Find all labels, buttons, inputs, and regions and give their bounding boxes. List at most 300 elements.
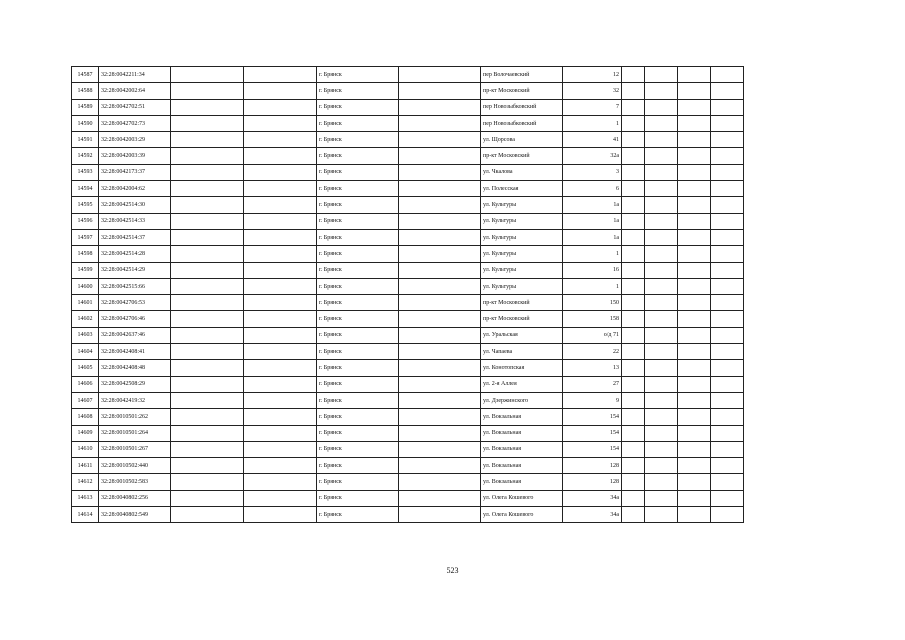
empty-cell [622,99,645,115]
empty-cell [399,474,481,490]
cadastral-number-cell: 32:28:0010501:267 [99,441,171,457]
empty-cell [711,229,744,245]
city-cell: г. Брянск [317,409,399,425]
house-number-cell: 154 [563,425,622,441]
empty-cell [171,507,244,523]
cadastral-number-cell: 32:28:0042514:30 [99,197,171,213]
empty-cell [622,458,645,474]
empty-cell [171,441,244,457]
empty-cell [678,409,711,425]
empty-cell [399,213,481,229]
table-row [72,360,744,376]
empty-cell [399,132,481,148]
cadastral-number-cell: 32:28:0042173:37 [99,164,171,180]
empty-cell [171,409,244,425]
empty-cell [711,490,744,506]
cadastral-number-cell: 32:28:0010502:583 [99,474,171,490]
city-cell: г. Брянск [317,344,399,360]
table-row [72,474,744,490]
street-cell: ул. Полесская [481,181,563,197]
cadastral-number-cell: 32:28:0042637:46 [99,327,171,343]
empty-cell [171,262,244,278]
table-row [72,392,744,408]
table-row [72,425,744,441]
table-row [72,327,744,343]
empty-cell [711,458,744,474]
cadastral-number-cell: 32:28:0042408:48 [99,360,171,376]
empty-cell [622,392,645,408]
city-cell: г. Брянск [317,278,399,294]
empty-cell [171,474,244,490]
empty-cell [711,83,744,99]
empty-cell [622,246,645,262]
empty-cell [171,99,244,115]
empty-cell [678,425,711,441]
empty-cell [622,490,645,506]
empty-cell [711,246,744,262]
empty-cell [171,246,244,262]
street-cell: пер Новозыбковский [481,115,563,131]
empty-cell [678,197,711,213]
house-number-cell: 158 [563,311,622,327]
empty-cell [678,490,711,506]
table-row [72,376,744,392]
empty-cell [244,490,317,506]
empty-cell [622,295,645,311]
empty-cell [399,490,481,506]
house-number-cell: 13 [563,360,622,376]
empty-cell [171,229,244,245]
city-cell: г. Брянск [317,441,399,457]
empty-cell [645,278,678,294]
empty-cell [399,67,481,83]
cadastral-number-cell: 32:28:0010501:264 [99,425,171,441]
empty-cell [678,474,711,490]
empty-cell [711,164,744,180]
empty-cell [244,392,317,408]
record-number-cell: 14607 [72,392,99,408]
empty-cell [711,344,744,360]
street-cell: ул. Вокзальная [481,458,563,474]
empty-cell [244,311,317,327]
empty-cell [645,311,678,327]
empty-cell [645,392,678,408]
empty-cell [244,441,317,457]
record-number-cell: 14608 [72,409,99,425]
empty-cell [244,507,317,523]
table-row [72,344,744,360]
cadastral-number-cell: 32:28:0042702:73 [99,115,171,131]
empty-cell [645,181,678,197]
record-number-cell: 14587 [72,67,99,83]
empty-cell [399,458,481,474]
cadastral-number-cell: 32:28:0042706:46 [99,311,171,327]
empty-cell [244,132,317,148]
house-number-cell: 128 [563,458,622,474]
empty-cell [678,278,711,294]
empty-cell [622,115,645,131]
street-cell: ул. Культуры [481,229,563,245]
cadastral-table [71,66,744,523]
empty-cell [645,67,678,83]
empty-cell [244,295,317,311]
house-number-cell: о/д 71 [563,327,622,343]
street-cell: ул. Олега Кошевого [481,507,563,523]
cadastral-number-cell: 32:28:0042514:37 [99,229,171,245]
record-number-cell: 14591 [72,132,99,148]
empty-cell [399,344,481,360]
cadastral-number-cell: 32:28:0042702:51 [99,99,171,115]
street-cell: пер Новозыбковский [481,99,563,115]
empty-cell [678,392,711,408]
cadastral-number-cell: 32:28:0042706:53 [99,295,171,311]
empty-cell [678,148,711,164]
empty-cell [399,181,481,197]
empty-cell [399,115,481,131]
cadastral-number-cell: 32:28:0042408:41 [99,344,171,360]
record-number-cell: 14604 [72,344,99,360]
empty-cell [244,425,317,441]
record-number-cell: 14596 [72,213,99,229]
empty-cell [244,181,317,197]
table-row [72,262,744,278]
page-number: 523 [446,566,459,575]
empty-cell [711,311,744,327]
house-number-cell: 12 [563,67,622,83]
record-number-cell: 14590 [72,115,99,131]
table-row [72,67,744,83]
cadastral-number-cell: 32:28:0040802:256 [99,490,171,506]
empty-cell [244,376,317,392]
house-number-cell: 128 [563,474,622,490]
empty-cell [171,327,244,343]
city-cell: г. Брянск [317,490,399,506]
table-row [72,311,744,327]
city-cell: г. Брянск [317,376,399,392]
street-cell: ул. Уральская [481,327,563,343]
record-number-cell: 14598 [72,246,99,262]
house-number-cell: 32 [563,83,622,99]
empty-cell [622,425,645,441]
empty-cell [678,441,711,457]
house-number-cell: 34а [563,490,622,506]
empty-cell [244,67,317,83]
street-cell: ул. Вокзальная [481,441,563,457]
empty-cell [171,164,244,180]
empty-cell [622,164,645,180]
empty-cell [678,132,711,148]
empty-cell [622,132,645,148]
empty-cell [244,99,317,115]
cadastral-number-cell: 32:28:0042508:29 [99,376,171,392]
empty-cell [645,197,678,213]
empty-cell [622,229,645,245]
street-cell: ул. Чапаева [481,344,563,360]
empty-cell [244,115,317,131]
empty-cell [244,197,317,213]
empty-cell [711,409,744,425]
city-cell: г. Брянск [317,474,399,490]
empty-cell [645,344,678,360]
street-cell: пр-кт Московский [481,295,563,311]
empty-cell [711,115,744,131]
record-number-cell: 14614 [72,507,99,523]
empty-cell [399,360,481,376]
empty-cell [622,327,645,343]
house-number-cell: 6 [563,181,622,197]
empty-cell [244,229,317,245]
street-cell: пр-кт Московский [481,148,563,164]
empty-cell [171,83,244,99]
cadastral-number-cell: 32:28:0040802:549 [99,507,171,523]
record-number-cell: 14612 [72,474,99,490]
street-cell: ул. Щорсова [481,132,563,148]
street-cell: пер Волочаевский [481,67,563,83]
empty-cell [711,181,744,197]
empty-cell [711,197,744,213]
empty-cell [678,83,711,99]
empty-cell [622,474,645,490]
empty-cell [678,229,711,245]
record-number-cell: 14601 [72,295,99,311]
empty-cell [678,246,711,262]
city-cell: г. Брянск [317,311,399,327]
table-row [72,490,744,506]
table-body [72,67,744,523]
empty-cell [622,197,645,213]
empty-cell [622,311,645,327]
record-number-cell: 14603 [72,327,99,343]
empty-cell [678,360,711,376]
city-cell: г. Брянск [317,67,399,83]
empty-cell [711,392,744,408]
empty-cell [711,132,744,148]
empty-cell [399,278,481,294]
empty-cell [645,246,678,262]
cadastral-number-cell: 32:28:0042002:64 [99,83,171,99]
empty-cell [399,229,481,245]
empty-cell [645,295,678,311]
record-number-cell: 14609 [72,425,99,441]
empty-cell [171,376,244,392]
street-cell: ул. Культуры [481,262,563,278]
record-number-cell: 14600 [72,278,99,294]
record-number-cell: 14611 [72,458,99,474]
empty-cell [171,67,244,83]
table-row [72,213,744,229]
record-number-cell: 14613 [72,490,99,506]
empty-cell [678,164,711,180]
house-number-cell: 16 [563,262,622,278]
empty-cell [711,148,744,164]
cadastral-number-cell: 32:28:0042514:28 [99,246,171,262]
empty-cell [244,474,317,490]
empty-cell [711,327,744,343]
empty-cell [711,278,744,294]
empty-cell [678,507,711,523]
city-cell: г. Брянск [317,164,399,180]
empty-cell [171,490,244,506]
table-row [72,441,744,457]
empty-cell [645,229,678,245]
city-cell: г. Брянск [317,83,399,99]
empty-cell [171,311,244,327]
empty-cell [678,262,711,278]
empty-cell [399,507,481,523]
empty-cell [622,507,645,523]
record-number-cell: 14606 [72,376,99,392]
table-row [72,148,744,164]
house-number-cell: 1 [563,115,622,131]
street-cell: ул. Вокзальная [481,474,563,490]
house-number-cell: 27 [563,376,622,392]
street-cell: ул. Культуры [481,278,563,294]
empty-cell [171,360,244,376]
street-cell: ул. Культуры [481,197,563,213]
empty-cell [171,458,244,474]
empty-cell [711,67,744,83]
empty-cell [678,295,711,311]
city-cell: г. Брянск [317,229,399,245]
house-number-cell: 1а [563,213,622,229]
cadastral-number-cell: 32:28:0042514:33 [99,213,171,229]
cadastral-number-cell: 32:28:0042004:62 [99,181,171,197]
table-row [72,246,744,262]
empty-cell [645,490,678,506]
street-cell: пр-кт Московский [481,83,563,99]
street-cell: ул. 2-я Аллея [481,376,563,392]
street-cell: ул. Дзержинского [481,392,563,408]
empty-cell [622,181,645,197]
house-number-cell: 32а [563,148,622,164]
table-row [72,132,744,148]
city-cell: г. Брянск [317,507,399,523]
record-number-cell: 14593 [72,164,99,180]
city-cell: г. Брянск [317,458,399,474]
street-cell: ул. Вокзальная [481,409,563,425]
cadastral-number-cell: 32:28:0042003:29 [99,132,171,148]
street-cell: пр-кт Московский [481,311,563,327]
empty-cell [171,197,244,213]
empty-cell [645,474,678,490]
empty-cell [399,376,481,392]
empty-cell [622,67,645,83]
empty-cell [244,327,317,343]
empty-cell [244,164,317,180]
house-number-cell: 3 [563,164,622,180]
empty-cell [399,148,481,164]
empty-cell [399,83,481,99]
empty-cell [711,99,744,115]
empty-cell [711,360,744,376]
empty-cell [678,115,711,131]
empty-cell [622,441,645,457]
table-row [72,115,744,131]
city-cell: г. Брянск [317,148,399,164]
empty-cell [399,409,481,425]
city-cell: г. Брянск [317,327,399,343]
empty-cell [678,99,711,115]
table-row [72,83,744,99]
empty-cell [678,327,711,343]
empty-cell [645,507,678,523]
house-number-cell: 154 [563,441,622,457]
cadastral-number-cell: 32:28:0042515:66 [99,278,171,294]
table-row [72,278,744,294]
street-cell: ул. Культуры [481,213,563,229]
cadastral-number-cell: 32:28:0042514:29 [99,262,171,278]
empty-cell [645,99,678,115]
empty-cell [711,441,744,457]
empty-cell [645,327,678,343]
house-number-cell: 9 [563,392,622,408]
empty-cell [399,295,481,311]
house-number-cell: 34а [563,507,622,523]
empty-cell [678,181,711,197]
empty-cell [711,213,744,229]
city-cell: г. Брянск [317,197,399,213]
house-number-cell: 1 [563,246,622,262]
empty-cell [399,392,481,408]
empty-cell [244,278,317,294]
empty-cell [399,441,481,457]
empty-cell [171,132,244,148]
street-cell: ул. Вокзальная [481,425,563,441]
empty-cell [244,458,317,474]
street-cell: ул. Конотопская [481,360,563,376]
empty-cell [399,327,481,343]
empty-cell [645,458,678,474]
empty-cell [645,164,678,180]
empty-cell [171,295,244,311]
record-number-cell: 14595 [72,197,99,213]
city-cell: г. Брянск [317,115,399,131]
empty-cell [622,148,645,164]
empty-cell [711,474,744,490]
empty-cell [678,67,711,83]
table-row [72,164,744,180]
city-cell: г. Брянск [317,360,399,376]
table-row [72,99,744,115]
empty-cell [622,262,645,278]
empty-cell [711,425,744,441]
house-number-cell: 150 [563,295,622,311]
table-row [72,197,744,213]
city-cell: г. Брянск [317,392,399,408]
table-row [72,458,744,474]
house-number-cell: 1а [563,229,622,245]
empty-cell [622,360,645,376]
empty-cell [622,83,645,99]
empty-cell [622,409,645,425]
table-row [72,409,744,425]
empty-cell [244,213,317,229]
record-number-cell: 14597 [72,229,99,245]
empty-cell [645,83,678,99]
empty-cell [244,344,317,360]
empty-cell [171,181,244,197]
empty-cell [622,213,645,229]
empty-cell [399,246,481,262]
empty-cell [645,262,678,278]
empty-cell [678,213,711,229]
empty-cell [678,311,711,327]
empty-cell [244,246,317,262]
house-number-cell: 7 [563,99,622,115]
street-cell: ул. Олега Кошевого [481,490,563,506]
city-cell: г. Брянск [317,246,399,262]
house-number-cell: 22 [563,344,622,360]
